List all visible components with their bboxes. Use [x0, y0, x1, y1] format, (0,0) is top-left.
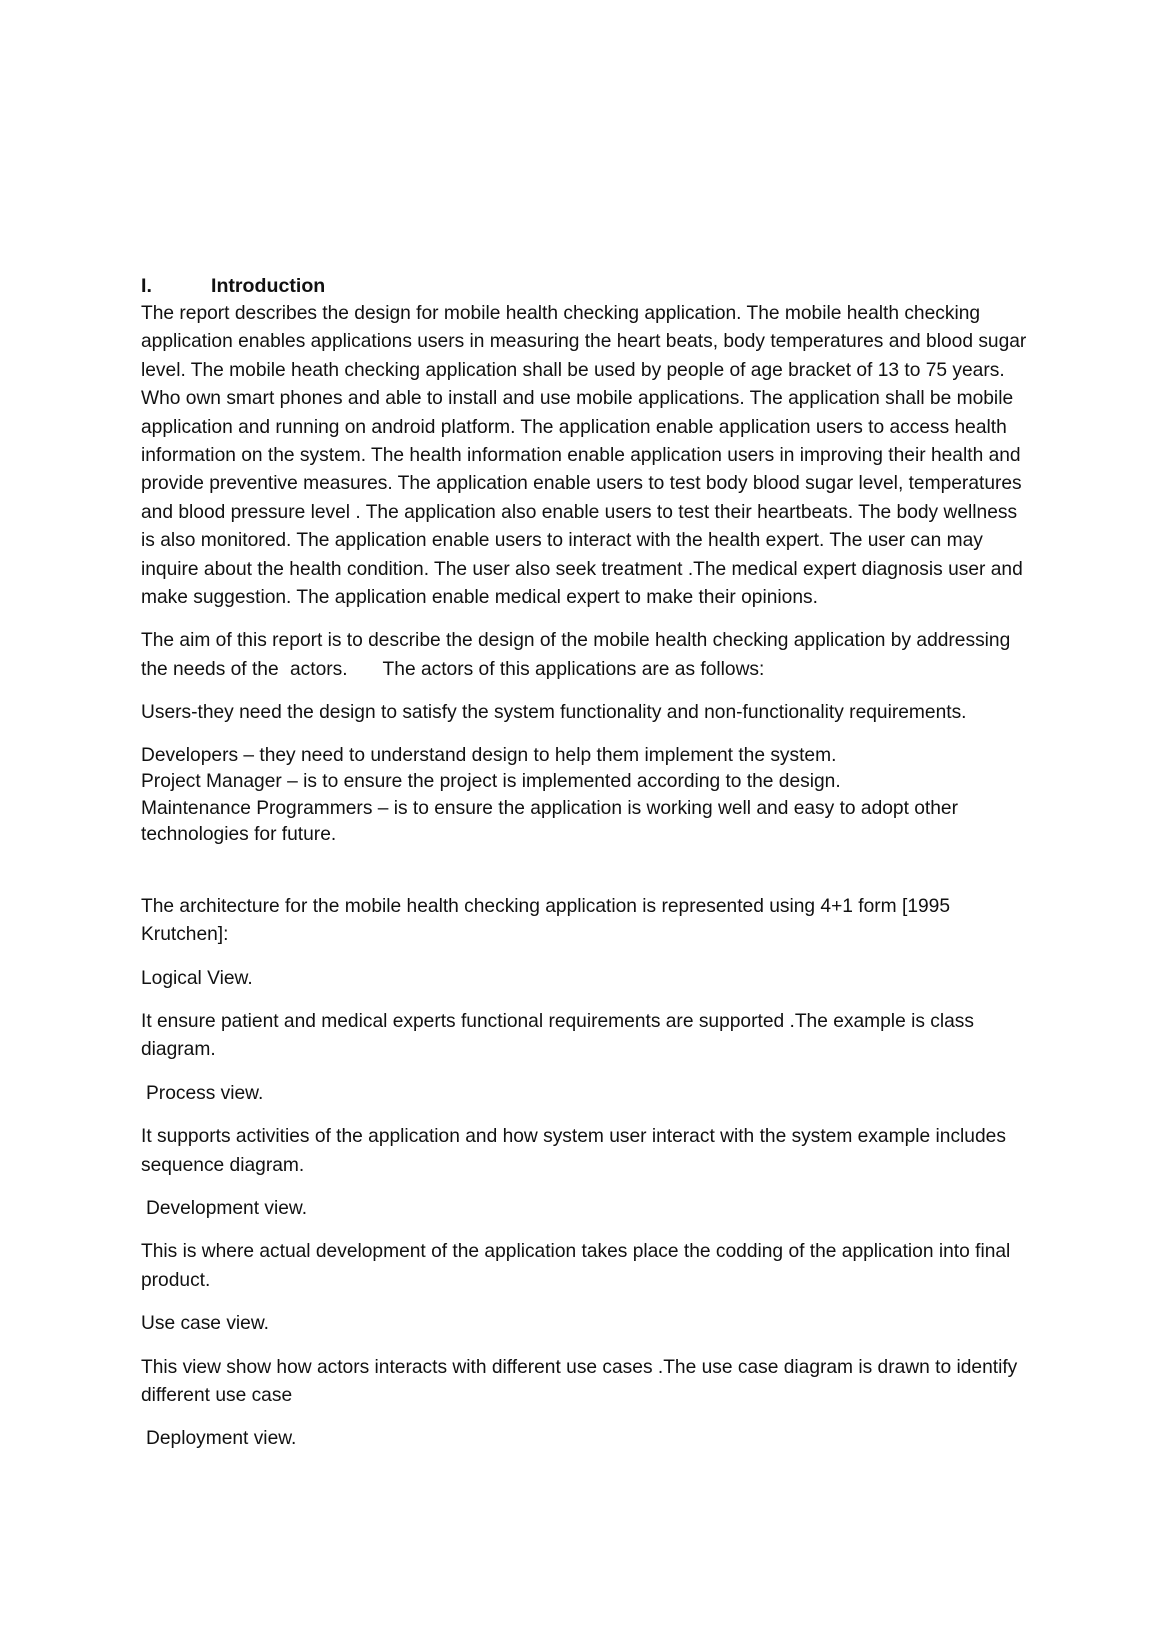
logical-view-desc: It ensure patient and medical experts functional requirements are supported .The example is class diagram.	[141, 1010, 974, 1061]
development-view-desc: This is where actual development of the application takes place the codding of the application into final product.	[141, 1241, 1011, 1291]
intro-paragraph: The report describes the design for mobile health checking application. The mobile health checking application enables applications users in measuring the heart beats, body temperatures and blood sugar level. The mobile heath checking application shall be used by people of age bracket of 13 to 75 years. Who own smart phones and able to install and use mobile applications. The application shall be mobile application and running on android platform. The application enable application users to access health information on the system. The health information enable application users in improving their health and provide preventive measures. The application enable users to test body blood sugar level, temperatures and blood pressure level . The application also enable users to test their heartbeats. The body wellness is also monitored. The application enable users to interact with the health expert. The user can may inquire about the health condition. The user also seek treatment .The medical expert diagnosis user and make suggestion. The application enable medical expert to make their opinions.	[141, 303, 1027, 609]
section-title: Introduction	[211, 275, 326, 297]
usecase-view-title: Use case view.	[141, 1313, 269, 1335]
section-number: I.	[141, 275, 152, 297]
project-manager-line: Project Manager – is to ensure the project is implemented according to the design.	[141, 771, 841, 793]
developers-line: Developers – they need to understand design to help them implement the system.	[141, 744, 837, 766]
users-paragraph: Users-they need the design to satisfy the system functionality and non-functionality requirements.	[141, 702, 967, 724]
process-view-desc: It supports activities of the application and how system user interact with the system example includes sequence diagram.	[141, 1126, 1006, 1176]
logical-view-title: Logical View.	[141, 967, 253, 989]
section-heading	[141, 272, 1031, 300]
development-view-title: Development view.	[146, 1197, 308, 1219]
aim-text-part1: The aim of this report is to describe the design of the mobile health checking application by addressing the needs of the	[141, 630, 1011, 680]
aim-text-part2: actors.	[289, 658, 348, 680]
usecase-view-desc: This view show how actors interacts with different use cases .The use case diagram is drawn to identify different use case	[141, 1356, 1018, 1406]
deployment-view-title: Deployment view.	[146, 1428, 297, 1450]
architecture-paragraph: The architecture for the mobile health checking application is represented using 4+1 form [1995 Krutchen]:	[141, 895, 951, 946]
aim-paragraph	[141, 627, 1031, 684]
aim-text-part3: The actors of this applications are as follows:	[382, 658, 765, 680]
maintenance-line: Maintenance Programmers – is to ensure the application is working well and easy to adopt other technologies for future.	[141, 797, 958, 846]
document-body	[141, 272, 1031, 1469]
process-view-title: Process view.	[146, 1082, 264, 1104]
